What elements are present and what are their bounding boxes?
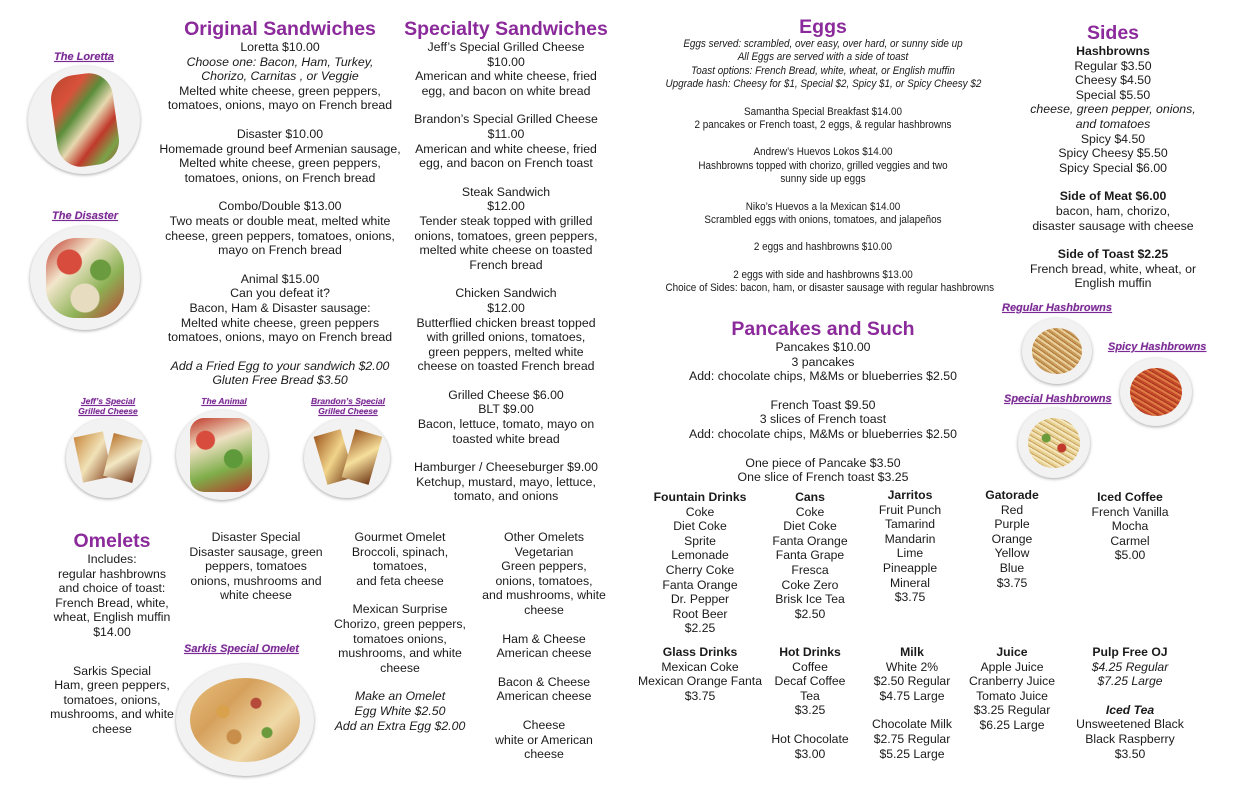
jeffs-name: Jeff’s Special Grilled Cheese	[427, 40, 585, 54]
animal-item	[158, 272, 402, 345]
burger-name: Hamburger / Cheeseburger $9.00	[414, 460, 598, 475]
sarkis-desc-3: mushrooms, and white	[50, 707, 174, 722]
eggs-intro-3: Toast options: French Bread, white, wheat, or English muffin	[691, 64, 955, 77]
gatorade-item: Purple	[994, 517, 1030, 532]
fountain-item: Cherry Coke	[665, 562, 735, 577]
andrews-desc-2: sunny side up eggs	[780, 173, 866, 186]
loretta-choice-2: Chorizo, Carnitas , or Veggie	[201, 69, 359, 84]
vegetarian-desc-3: and mushrooms, white	[482, 588, 606, 603]
original-sandwiches-title: Original Sandwiches	[184, 18, 376, 40]
oj-title: Pulp Free OJ	[1092, 645, 1168, 659]
samantha-name: Samantha Special Breakfast $14.00	[744, 105, 902, 118]
mexican-surprise-desc-2: tomatoes onions,	[353, 631, 447, 646]
animal-desc: Bacon, Ham & Disaster sausage:	[189, 300, 371, 315]
jarritos-item: Mineral	[890, 575, 930, 590]
animal-photo-label: The Animal	[201, 396, 247, 406]
bacon-cheese-name: Bacon & Cheese	[497, 674, 591, 689]
sides-section	[1020, 22, 1206, 291]
loretta-item	[158, 40, 402, 113]
sarkis-desc-2: tomatoes, onions,	[63, 692, 161, 707]
jeffs-photo-label: Jeff’s Special Grilled Cheese	[78, 396, 138, 416]
brandons-photo	[304, 418, 390, 498]
iced-coffee-item: Carmel	[1110, 533, 1150, 548]
disaster-omelet	[186, 530, 326, 603]
glass-item: Mexican Coke	[661, 659, 739, 674]
steak-desc-3: melted white cheese on toasted	[419, 243, 593, 258]
oj-regular: $4.25 Regular	[1091, 659, 1169, 674]
combo-item	[158, 199, 402, 257]
special-hash-photo-label: Special Hashbrowns	[1004, 393, 1112, 405]
special-hash-photo	[1018, 408, 1090, 478]
juice-item: Apple Juice	[980, 659, 1044, 674]
combo-name: Combo/Double $13.00	[218, 199, 342, 214]
iced-tea-price: $3.50	[1114, 746, 1146, 761]
omelets-includes: Includes:	[87, 552, 137, 566]
vegetarian-desc: Green peppers,	[501, 559, 587, 574]
gourmet-desc-2: tomatoes,	[373, 559, 427, 574]
hash-spicy-special: Spicy Special $6.00	[1058, 160, 1167, 175]
pancakes-title: Pancakes and Such	[731, 318, 915, 340]
burger-item	[404, 460, 608, 504]
andrews-desc: Hashbrowns topped with chorizo, grilled veggies and two	[698, 159, 948, 172]
single-french-toast: One slice of French toast $3.25	[737, 470, 909, 485]
french-toast-addons: Add: chocolate chips, M&Ms or blueberries $2.50	[689, 426, 957, 441]
iced-coffee-item: French Vanilla	[1091, 504, 1169, 519]
loretta-choice: Choose one: Bacon, Ham, Turkey,	[186, 54, 374, 69]
gourmet-omelet	[330, 530, 470, 733]
juice-item: Cranberry Juice	[968, 674, 1056, 689]
cans-drinks	[760, 490, 860, 621]
disaster-omelet-desc-3: onions, mushrooms and	[190, 573, 322, 588]
grilled-cheese-item	[404, 388, 608, 446]
hash-cheesy: Cheesy $4.50	[1075, 73, 1151, 88]
animal-desc-3: tomatoes, onions, mayo on French bread	[167, 330, 393, 345]
fountain-price: $2.25	[684, 621, 716, 636]
regular-hash-photo	[1022, 318, 1092, 384]
burger-desc-2: tomato, and onions	[453, 489, 559, 504]
disaster-name: Disaster $10.00	[236, 126, 324, 141]
brandons-item	[404, 112, 608, 170]
jarritos-item: Mandarin	[884, 531, 936, 546]
fountain-title: Fountain Drinks	[653, 490, 747, 504]
specialty-sandwiches-section	[404, 18, 608, 504]
hot-chocolate-price: $3.00	[794, 746, 826, 761]
steak-desc-4: French bread	[469, 257, 543, 272]
mexican-surprise-name: Mexican Surprise	[352, 602, 448, 617]
jeffs-photo	[66, 418, 150, 498]
disaster-desc-2: Melted white cheese, green peppers,	[179, 156, 381, 171]
jarritos-item: Lime	[896, 546, 924, 561]
sarkis-name: Sarkis Special	[73, 663, 151, 678]
gatorade-item: Yellow	[994, 546, 1030, 561]
combo-desc: Two meats or double meat, melted white	[169, 213, 391, 228]
vegetarian-desc-2: onions, tomatoes,	[495, 573, 593, 588]
samantha-desc: 2 pancakes or French toast, 2 eggs, & regular hashbrowns	[694, 119, 952, 132]
jarritos-title: Jarritos	[887, 488, 933, 502]
brandons-photo-label: Brandon’s Special Grilled Cheese	[310, 396, 385, 416]
hashbrowns-title: Hashbrowns	[1076, 44, 1150, 58]
disaster-omelet-desc: Disaster sausage, green	[189, 544, 323, 559]
chicken-name: Chicken Sandwich	[455, 286, 557, 301]
fountain-item: Lemonade	[671, 548, 729, 563]
animal-desc-2: Melted white cheese, green peppers	[180, 315, 380, 330]
gatorade-item: Red	[1000, 502, 1024, 517]
side-toast-name: Side of Toast $2.25	[1057, 247, 1169, 262]
chocolate-milk-large: $5.25 Large	[879, 746, 945, 761]
side-meat-name: Side of Meat $6.00	[1059, 189, 1167, 204]
brandons-name: Brandon’s Special Grilled Cheese	[414, 112, 598, 127]
fountain-item: Coke	[685, 504, 715, 519]
cans-item: Fresca	[791, 562, 829, 577]
milk-title: Milk	[900, 645, 924, 659]
jarritos-price: $3.75	[894, 590, 926, 605]
nikos-desc: Scrambled eggs with onions, tomatoes, and jalapeños	[704, 214, 942, 227]
milk-item: White 2%	[885, 659, 939, 674]
omelets-includes-3: and choice of toast:	[58, 581, 166, 596]
disaster-desc: Homemade ground beef Armenian sausage,	[159, 141, 401, 156]
combo-desc-3: mayo on French bread	[218, 243, 342, 258]
oj-tea-drinks	[1070, 645, 1190, 761]
jeffs-desc: American and white cheese, fried	[415, 69, 597, 84]
original-sandwiches-section	[158, 18, 402, 388]
eggs-intro-4: Upgrade hash: Cheesy for $1, Special $2, Spicy $1, or Spicy Cheesy $2	[665, 78, 982, 91]
gatorade-item: Blue	[999, 560, 1025, 575]
milk-regular: $2.50 Regular	[873, 674, 951, 689]
hot-chocolate-name: Hot Chocolate	[771, 731, 849, 746]
eggs-section	[648, 16, 998, 296]
hash-spicy: Spicy $4.50	[1080, 131, 1146, 146]
chicken-desc: Butterflied chicken breast topped	[416, 315, 596, 330]
juice-item: Tomato Juice	[976, 688, 1048, 703]
fountain-item: Dr. Pepper	[670, 592, 730, 607]
glass-title: Glass Drinks	[662, 645, 738, 659]
animal-tagline: Can you defeat it?	[230, 286, 330, 301]
steak-name: Steak Sandwich	[461, 184, 551, 199]
glass-drinks	[630, 645, 770, 703]
jeffs-item	[404, 40, 608, 98]
loretta-photo-label: The Loretta	[54, 51, 114, 63]
specialty-sandwiches-title: Specialty Sandwiches	[404, 18, 608, 40]
iced-coffee-item: Mocha	[1111, 519, 1149, 534]
iced-coffee-title: Iced Coffee	[1097, 490, 1163, 504]
loretta-desc: Melted white cheese, green peppers,	[179, 83, 381, 98]
pancakes-section	[668, 318, 978, 485]
jeffs-price: $10.00	[487, 54, 525, 69]
two-eggs-side-name: 2 eggs with side and hashbrowns $13.00	[733, 268, 913, 281]
ham-cheese-desc: American cheese	[496, 646, 592, 661]
combo-desc-2: cheese, green peppers, tomatoes, onions,	[165, 228, 395, 243]
hash-special-desc-2: and tomatoes	[1075, 116, 1151, 131]
cans-item: Brisk Ice Tea	[775, 592, 845, 607]
disaster-omelet-desc-4: white cheese	[220, 588, 292, 603]
omelets-includes-4: French Bread, white,	[55, 595, 169, 610]
eggs-intro-2: All Eggs are served with a side of toast	[737, 51, 909, 64]
juice-large: $6.25 Large	[979, 717, 1045, 732]
loretta-name: Loretta $10.00	[240, 40, 320, 54]
omelets-price: $14.00	[93, 624, 131, 639]
chicken-item	[404, 286, 608, 374]
gourmet-desc: Broccoli, spinach,	[351, 544, 449, 559]
sarkis-photo	[176, 664, 314, 776]
jarritos-item: Fruit Punch	[878, 502, 942, 517]
ham-cheese-name: Ham & Cheese	[502, 631, 586, 646]
other-omelets	[474, 530, 614, 762]
cheese-omelet-desc: white or American	[495, 732, 593, 747]
omelets-includes-5: wheat, English muffin	[53, 610, 171, 625]
iced-tea-item: Black Raspberry	[1085, 731, 1175, 746]
disaster-photo-label: The Disaster	[52, 210, 119, 222]
fountain-item: Diet Coke	[673, 519, 727, 534]
gourmet-name: Gourmet Omelet	[354, 530, 446, 544]
make-omelet: Make an Omelet	[354, 689, 446, 704]
pancakes-addons: Add: chocolate chips, M&Ms or blueberries $2.50	[689, 369, 957, 384]
french-toast-desc: 3 slices of French toast	[759, 412, 887, 427]
hot-item: Decaf Coffee	[774, 674, 846, 689]
brandons-price: $11.00	[487, 126, 525, 141]
disaster-omelet-desc-2: peppers, tomatoes	[205, 559, 307, 574]
two-eggs-side-desc: Choice of Sides: bacon, ham, or disaster sausage with regular hashbrowns	[665, 282, 995, 295]
gatorade-price: $3.75	[996, 575, 1028, 590]
gluten-free-addon: Gluten Free Bread $3.50	[212, 373, 348, 388]
cans-title: Cans	[795, 490, 825, 504]
steak-desc: Tender steak topped with grilled	[419, 213, 593, 228]
hot-title: Hot Drinks	[779, 645, 841, 659]
gatorade-item: Orange	[991, 531, 1033, 546]
eggs-intro: Eggs served: scrambled, over easy, over hard, or sunny side up	[683, 38, 963, 50]
disaster-omelet-name: Disaster Special	[211, 530, 301, 544]
nikos-name: Niko’s Huevos a la Mexican $14.00	[745, 200, 901, 213]
gourmet-desc-3: and feta cheese	[356, 573, 444, 588]
steak-desc-2: onions, tomatoes, green peppers,	[414, 228, 598, 243]
other-omelets-title: Other Omelets	[504, 530, 584, 544]
sarkis-desc-4: cheese	[92, 721, 132, 736]
vegetarian-desc-4: cheese	[524, 602, 564, 617]
iced-tea-title: Iced Tea	[1105, 702, 1155, 717]
blt-name: BLT $9.00	[478, 402, 534, 417]
omelets-intro	[44, 530, 180, 737]
hash-special: Special $5.50	[1075, 87, 1151, 102]
chocolate-milk-name: Chocolate Milk	[872, 717, 952, 732]
disaster-item	[158, 127, 402, 185]
cans-item: Fanta Orange	[772, 533, 848, 548]
disaster-photo	[30, 226, 140, 330]
cans-price: $2.50	[794, 606, 826, 621]
omelets-title: Omelets	[73, 530, 151, 552]
grilled-cheese-name: Grilled Cheese $6.00	[448, 387, 564, 402]
mexican-surprise-desc: Chorizo, green peppers,	[334, 616, 466, 631]
milk-drinks	[862, 645, 962, 761]
loretta-desc-2: tomatoes, onions, mayo on French bread	[167, 98, 393, 113]
hash-spicy-cheesy: Spicy Cheesy $5.50	[1058, 146, 1168, 161]
gatorade-drinks	[964, 488, 1060, 590]
jarritos-item: Tamarind	[884, 517, 936, 532]
chicken-desc-3: green peppers, melted white	[428, 344, 584, 359]
chocolate-milk-regular: $2.75 Regular	[873, 731, 951, 746]
cheese-omelet-name: Cheese	[522, 717, 566, 732]
animal-name: Animal $15.00	[240, 271, 320, 286]
hot-price: $3.25	[794, 703, 826, 718]
steak-price: $12.00	[487, 199, 525, 214]
cans-item: Coke Zero	[781, 577, 839, 592]
hot-item: Coffee	[792, 659, 828, 674]
fried-egg-addon: Add a Fried Egg to your sandwich $2.00	[170, 358, 390, 373]
hash-special-desc: cheese, green pepper, onions,	[1030, 102, 1196, 117]
side-toast-desc: French bread, white, wheat, or	[1029, 261, 1197, 276]
fountain-item: Sprite	[684, 533, 716, 548]
fountain-drinks	[640, 490, 760, 636]
juice-title: Juice	[996, 645, 1028, 659]
juice-regular: $3.25 Regular	[973, 703, 1051, 718]
hot-drinks	[760, 645, 860, 761]
loretta-photo	[28, 66, 140, 174]
single-pancake: One piece of Pancake $3.50	[745, 455, 901, 470]
omelets-includes-2: regular hashbrowns	[57, 566, 166, 581]
cans-item: Fanta Grape	[775, 548, 845, 563]
burger-desc: Ketchup, mustard, mayo, lettuce,	[416, 474, 596, 489]
extra-egg-option: Add an Extra Egg $2.00	[334, 718, 466, 733]
fountain-item: Root Beer	[672, 606, 728, 621]
glass-item: Mexican Orange Fanta	[638, 674, 762, 689]
animal-photo	[176, 410, 268, 500]
brandons-desc-2: egg, and bacon on French toast	[419, 156, 593, 171]
bacon-cheese-desc: American cheese	[496, 689, 592, 704]
french-toast-name: French Toast $9.50	[770, 397, 876, 412]
oj-large: $7.25 Large	[1097, 674, 1163, 689]
blt-desc: Bacon, lettuce, tomato, mayo on	[417, 417, 595, 432]
disaster-desc-3: tomatoes, onions, on French bread	[184, 170, 376, 185]
side-toast-desc-2: English muffin	[1074, 276, 1152, 291]
iced-coffee-price: $5.00	[1114, 548, 1146, 563]
juice-drinks	[962, 645, 1062, 733]
pancakes-desc: 3 pancakes	[791, 354, 855, 369]
steak-item	[404, 185, 608, 273]
side-meat-desc-2: disaster sausage with cheese	[1032, 218, 1194, 233]
egg-white-option: Egg White $2.50	[354, 703, 446, 718]
iced-tea-item: Unsweetened Black	[1076, 717, 1184, 732]
regular-hash-photo-label: Regular Hashbrowns	[1002, 302, 1113, 314]
side-meat-desc: bacon, ham, chorizo,	[1055, 203, 1171, 218]
pancakes-name: Pancakes $10.00	[775, 340, 871, 354]
eggs-title: Eggs	[799, 16, 847, 38]
gatorade-title: Gatorade	[985, 488, 1039, 502]
sarkis-photo-label: Sarkis Special Omelet	[184, 643, 299, 655]
glass-price: $3.75	[684, 688, 716, 703]
jeffs-desc-2: egg, and bacon on white bread	[421, 83, 591, 98]
andrews-name: Andrew’s Huevos Lokos $14.00	[753, 146, 893, 159]
blt-desc-2: toasted white bread	[452, 431, 560, 446]
brandons-desc: American and white cheese, fried	[415, 141, 597, 156]
chicken-price: $12.00	[487, 300, 525, 315]
cans-item: Diet Coke	[783, 519, 837, 534]
spicy-hash-photo	[1120, 358, 1192, 426]
hash-regular: Regular $3.50	[1074, 58, 1152, 73]
jarritos-item: Pineapple	[882, 560, 938, 575]
mexican-surprise-desc-4: cheese	[380, 660, 420, 675]
jarritos-drinks	[860, 488, 960, 605]
sides-title: Sides	[1086, 22, 1140, 44]
chicken-desc-2: with grilled onions, tomatoes,	[426, 330, 586, 345]
vegetarian-name: Vegetarian	[514, 544, 574, 559]
cans-item: Coke	[795, 504, 825, 519]
mexican-surprise-desc-3: mushrooms, and white	[338, 646, 462, 661]
hot-item: Tea	[800, 688, 820, 703]
fountain-item: Fanta Orange	[662, 577, 738, 592]
two-eggs-name: 2 eggs and hashbrowns $10.00	[753, 241, 893, 254]
spicy-hash-photo-label: Spicy Hashbrowns	[1108, 341, 1207, 353]
milk-large: $4.75 Large	[879, 688, 945, 703]
iced-coffee-drinks	[1076, 490, 1184, 563]
chicken-desc-4: cheese on toasted French bread	[417, 359, 595, 374]
cheese-omelet-desc-2: cheese	[524, 747, 564, 762]
sarkis-desc: Ham, green peppers,	[54, 678, 170, 693]
